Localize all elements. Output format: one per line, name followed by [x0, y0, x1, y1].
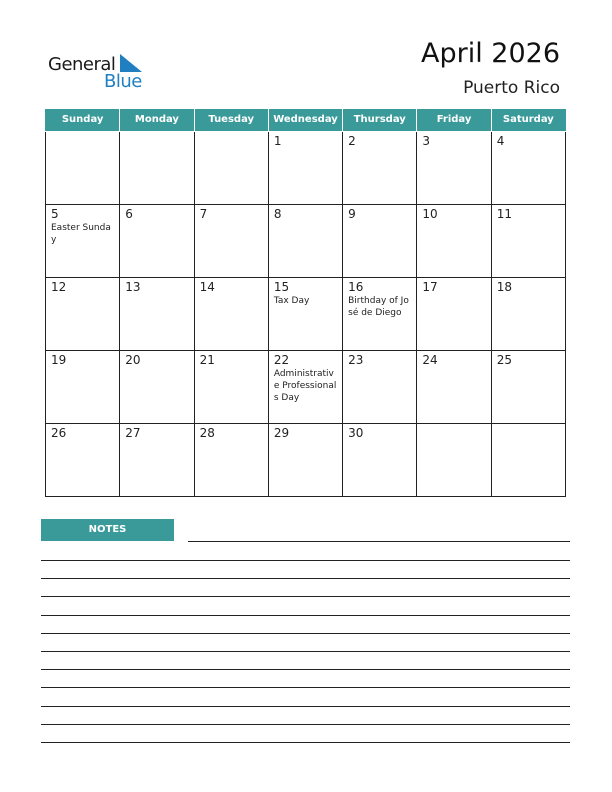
notes-label: NOTES: [41, 519, 174, 541]
day-cell: [46, 204, 120, 277]
holiday-label: Tax Day: [273, 295, 310, 306]
day-cell: [491, 350, 565, 423]
notes-line: [41, 742, 570, 743]
notes-line: [41, 669, 570, 670]
notes-line: [41, 560, 570, 561]
weekday-header-sunday: Sunday: [46, 109, 120, 131]
day-cell: [194, 131, 268, 204]
notes-line: [188, 541, 570, 542]
day-cell: [268, 204, 342, 277]
day-number: 10: [422, 206, 438, 221]
day-cell: [491, 277, 565, 350]
day-cell: [343, 350, 417, 423]
day-number: 21: [199, 352, 215, 367]
day-number: 30: [348, 425, 364, 440]
day-cell: [46, 277, 120, 350]
day-cell: [120, 204, 194, 277]
day-cell: [343, 423, 417, 496]
weekday-header-friday: Friday: [417, 109, 491, 131]
day-number: 1: [273, 133, 282, 148]
day-number: 9: [348, 206, 356, 221]
day-cell: [194, 423, 268, 496]
day-number: 7: [199, 206, 208, 221]
calendar-week-row: [46, 423, 566, 496]
notes-line: [41, 724, 570, 725]
day-cell: [343, 277, 417, 350]
notes-line: [41, 633, 570, 634]
day-cell: [46, 423, 120, 496]
day-cell: [343, 204, 417, 277]
day-number: 15: [273, 279, 290, 294]
calendar-week-row: [46, 131, 566, 204]
day-number: 23: [348, 352, 364, 367]
day-number: 19: [51, 352, 67, 367]
calendar-week-row: [46, 204, 566, 277]
notes-line: [41, 687, 570, 688]
calendar-week-row: [46, 277, 566, 350]
day-cell: [268, 277, 342, 350]
day-number: 11: [496, 206, 512, 221]
logo-triangle-icon: [120, 54, 142, 72]
weekday-header-wednesday: Wednesday: [268, 109, 342, 131]
logo-word-blue: Blue: [104, 71, 142, 92]
day-cell: [194, 277, 268, 350]
notes-line: [41, 578, 570, 579]
weekday-header-thursday: Thursday: [343, 109, 417, 131]
day-number: 3: [422, 133, 431, 148]
day-cell: [417, 131, 491, 204]
day-cell: [417, 350, 491, 423]
day-cell: [194, 350, 268, 423]
day-cell: [491, 204, 565, 277]
day-number: 4: [496, 133, 505, 148]
day-number: 16: [348, 279, 364, 294]
calendar-week-row: [46, 350, 566, 423]
day-cell: [194, 204, 268, 277]
day-cell: [491, 131, 565, 204]
calendar-grid: [45, 109, 566, 497]
day-number: 2: [348, 133, 356, 148]
day-number: 6: [125, 206, 133, 221]
page-subtitle: Puerto Rico: [463, 78, 560, 98]
weekday-header-monday: Monday: [120, 109, 194, 131]
day-number: 26: [51, 425, 67, 440]
weekday-header-tuesday: Tuesday: [194, 109, 268, 131]
day-number: 13: [125, 279, 141, 294]
day-cell: [268, 423, 342, 496]
day-number: 17: [422, 279, 438, 294]
day-cell: [268, 350, 342, 423]
day-cell: [46, 131, 120, 204]
day-cell: [120, 277, 194, 350]
day-number: 8: [273, 206, 282, 221]
page-title: April 2026: [420, 38, 560, 69]
day-number: 28: [199, 425, 215, 440]
day-number: 5: [51, 206, 59, 221]
day-number: 29: [273, 425, 290, 440]
day-number: 27: [125, 425, 141, 440]
day-number: 18: [496, 279, 512, 294]
day-cell: [268, 131, 342, 204]
day-cell: [120, 423, 194, 496]
logo-word-general: General: [48, 54, 116, 75]
day-cell: [417, 423, 491, 496]
notes-line: [41, 706, 570, 707]
notes-line: [41, 596, 570, 597]
day-number: 20: [125, 352, 141, 367]
day-number: 14: [199, 279, 215, 294]
day-cell: [417, 204, 491, 277]
day-number: 25: [496, 352, 512, 367]
weekday-header-saturday: Saturday: [491, 109, 565, 131]
day-number: 12: [51, 279, 67, 294]
day-cell: [120, 350, 194, 423]
holiday-label: Administrative Professionals Day: [273, 368, 337, 403]
day-cell: [491, 423, 565, 496]
notes-line: [41, 615, 570, 616]
day-number: 24: [422, 352, 438, 367]
day-cell: [343, 131, 417, 204]
day-cell: [46, 350, 120, 423]
day-cell: [120, 131, 194, 204]
holiday-label: Easter Sunday: [51, 222, 111, 245]
notes-line: [41, 651, 570, 652]
day-cell: [417, 277, 491, 350]
calendar-body: [46, 131, 566, 496]
day-number: 22: [273, 352, 290, 367]
weekday-header-row: [46, 109, 566, 131]
brand-logo: [48, 52, 148, 92]
holiday-label: Birthday of José de Diego: [348, 295, 409, 318]
